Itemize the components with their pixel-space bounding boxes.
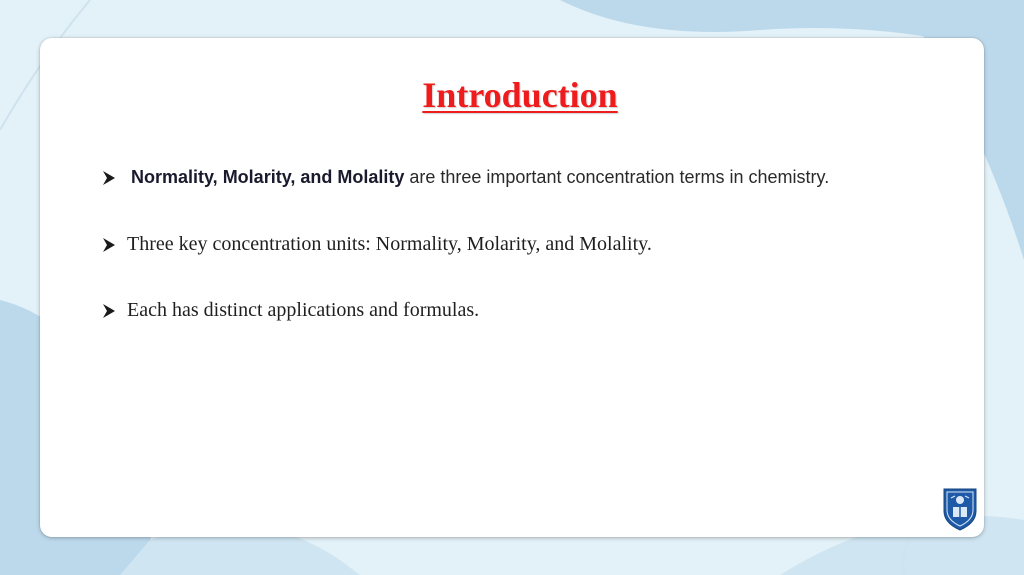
bullet-text: are three important concentration terms in chemistry. xyxy=(409,167,830,187)
bullet-item-2 xyxy=(102,233,652,256)
arrowhead-bullet-icon xyxy=(102,237,116,253)
bullet-strong-text: Normality, Molarity, and Molality xyxy=(131,167,405,187)
bullet-text: Each has distinct applications and formulas. xyxy=(127,299,480,321)
bullet-text: Three key concentration units: Normality, Molarity, and Molality. xyxy=(127,233,652,255)
bullet-item-1 xyxy=(102,167,829,188)
arrowhead-bullet-icon xyxy=(102,170,116,186)
slide-card xyxy=(40,38,984,537)
slide-title: Introduction xyxy=(422,75,618,115)
bullet-item-3 xyxy=(102,299,479,322)
arrowhead-bullet-icon xyxy=(102,303,116,319)
university-crest-icon xyxy=(942,487,978,531)
